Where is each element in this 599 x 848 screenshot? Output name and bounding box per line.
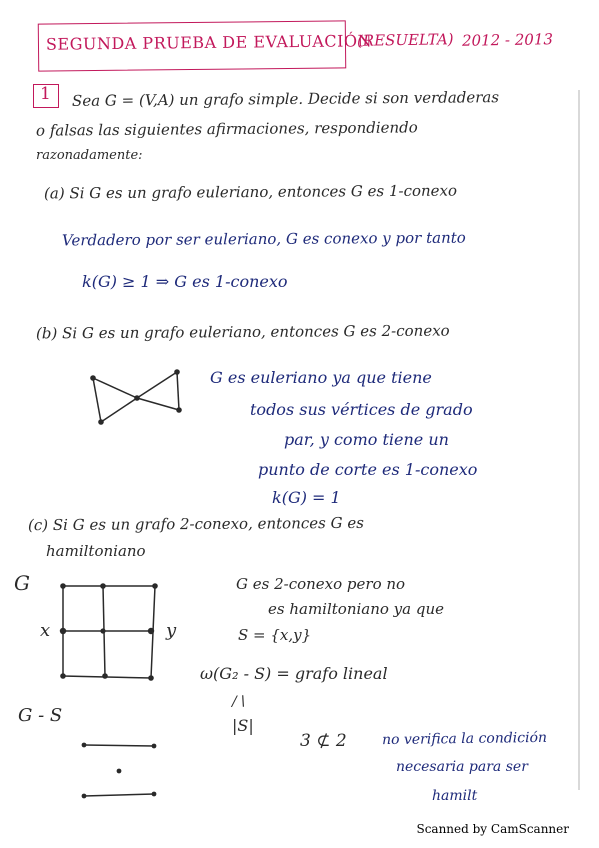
exam-subtitle: (RESUELTA)	[356, 30, 454, 50]
page-edge-line	[578, 90, 580, 790]
part-c-answer-5: /∖	[232, 694, 246, 710]
part-a-statement: (a) Si G es un grafo euleriano, entonces G es 1-conexo	[43, 181, 458, 203]
part-c-answer-8: no verifica la condición	[381, 729, 548, 749]
problem-number: 1	[40, 84, 51, 104]
part-b-answer-3: par, y como tiene un	[284, 430, 449, 449]
exam-years: 2012 - 2013	[461, 30, 554, 50]
vertex-x-label: x	[40, 620, 51, 641]
part-c-answer-9: necesaria para ser	[396, 759, 528, 775]
part-b-answer-1: G es euleriano ya que tiene	[210, 368, 432, 387]
exam-title: SEGUNDA PRUEBA DE EVALUACIÓN	[45, 31, 373, 54]
part-c-statement-1: (c) Si G es un grafo 2-conexo, entonces G es	[27, 513, 364, 535]
intro-line-1: Sea G = (V,A) un grafo simple. Decide si son verdaderas	[71, 88, 500, 110]
g-minus-s-graph	[80, 735, 170, 805]
part-c-answer-6: |S|	[232, 716, 254, 735]
part-c-answer-10: hamilt	[432, 788, 478, 804]
part-c-answer-4: ω(G₂ - S) = grafo lineal	[200, 664, 388, 683]
part-b-answer-4: punto de corte es 1-conexo	[258, 460, 478, 479]
bowtie-graph	[85, 360, 190, 430]
intro-line-3: razonadamente:	[36, 148, 143, 163]
part-b-statement: (b) Si G es un grafo euleriano, entonces G es 2-conexo	[35, 321, 450, 343]
part-b-answer-2: todos sus vértices de grado	[250, 400, 473, 419]
part-c-answer-7: 3 ⊄ 2	[300, 731, 347, 751]
vertex-y-label: y	[166, 620, 177, 641]
g-minus-s-vertices	[82, 743, 157, 799]
part-b-answer-5: k(G) = 1	[272, 488, 341, 507]
part-c-answer-1: G es 2-conexo pero no	[236, 575, 406, 593]
grid-edges	[63, 586, 155, 678]
part-c-statement-2: hamiltoniano	[46, 542, 146, 560]
part-a-answer-2: k(G) ≥ 1 ⇒ G es 1-conexo	[82, 272, 288, 291]
grid-graph	[55, 578, 165, 688]
scanner-watermark: Scanned by CamScanner	[416, 822, 569, 836]
graph-g-label: G	[14, 571, 30, 595]
intro-line-2: o falsas las siguientes afirmaciones, respondiendo	[35, 118, 418, 140]
part-c-answer-2: es hamiltoniano ya que	[268, 600, 445, 618]
part-a-answer-1: Verdadero por ser euleriano, G es conexo y por tanto	[61, 228, 466, 250]
graph-g-minus-s-label: G - S	[18, 705, 63, 726]
part-c-answer-3: S = {x,y}	[238, 626, 312, 644]
grid-vertices	[60, 583, 158, 681]
